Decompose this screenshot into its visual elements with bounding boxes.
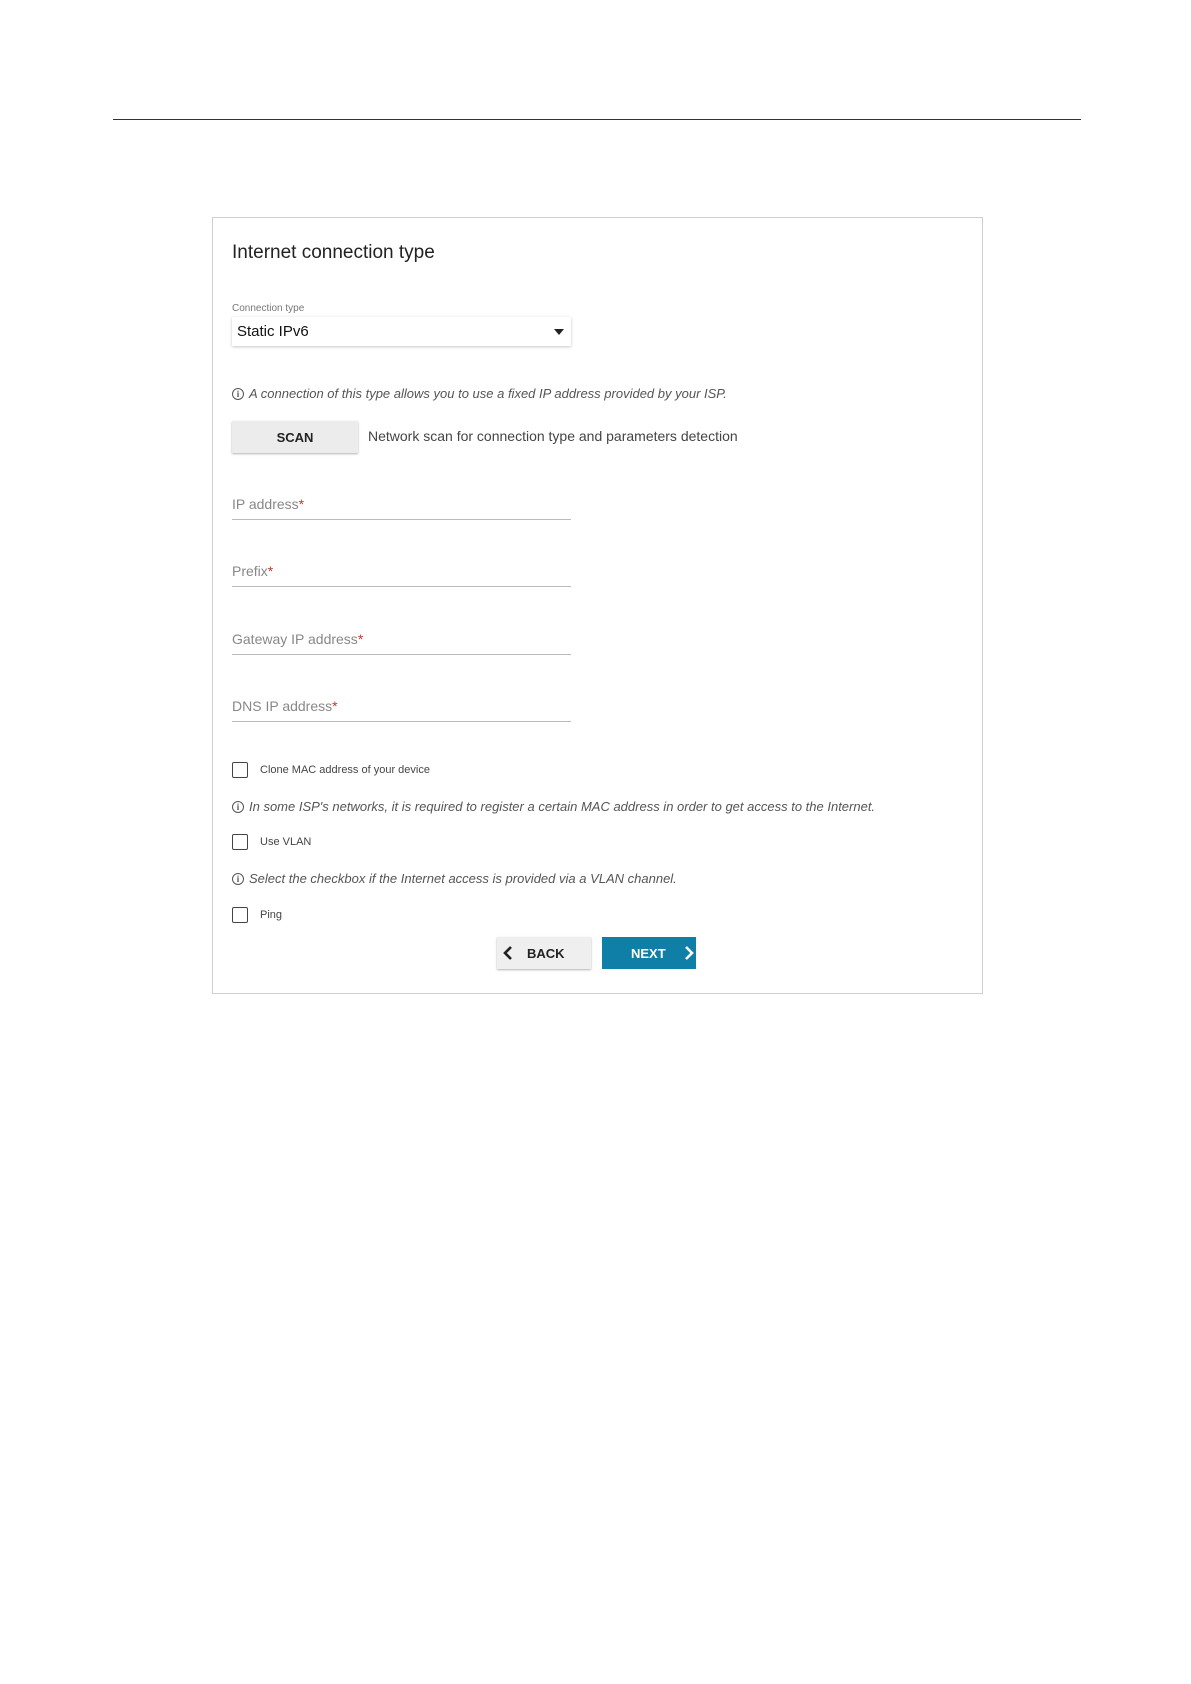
vlan-hint-text: Select the checkbox if the Internet access is provided via a VLAN channel. bbox=[249, 871, 677, 886]
clone-mac-label: Clone MAC address of your device bbox=[260, 764, 430, 776]
clone-mac-checkbox[interactable] bbox=[232, 762, 248, 778]
scan-button[interactable]: SCAN bbox=[232, 421, 358, 453]
ip-address-field[interactable] bbox=[232, 494, 571, 520]
prefix-label: Prefix* bbox=[232, 563, 274, 579]
clone-mac-option[interactable] bbox=[232, 762, 430, 778]
gateway-ip-field[interactable] bbox=[232, 629, 571, 655]
scan-description: Network scan for connection type and parameters detection bbox=[368, 428, 738, 444]
connection-type-label: Connection type bbox=[232, 303, 305, 314]
use-vlan-label: Use VLAN bbox=[260, 836, 312, 848]
required-mark: * bbox=[267, 563, 274, 579]
connection-type-select[interactable] bbox=[232, 317, 571, 346]
connection-type-hint bbox=[232, 386, 727, 401]
info-icon: i bbox=[232, 873, 244, 885]
page-header-rule bbox=[113, 119, 1081, 120]
ping-option[interactable] bbox=[232, 907, 282, 923]
back-button-label: BACK bbox=[527, 945, 565, 961]
gateway-ip-label: Gateway IP address* bbox=[232, 631, 364, 647]
dns-ip-field[interactable] bbox=[232, 696, 571, 722]
required-mark: * bbox=[332, 698, 338, 714]
info-icon: i bbox=[232, 388, 244, 400]
internet-connection-panel bbox=[212, 217, 983, 994]
chevron-right-icon bbox=[683, 944, 696, 962]
clone-mac-hint bbox=[232, 799, 875, 814]
clone-mac-hint-text: In some ISP's networks, it is required to register a certain MAC address in order to get access to the Internet. bbox=[249, 799, 876, 814]
connection-type-hint-text: A connection of this type allows you to use a fixed IP address provided by your ISP. bbox=[249, 386, 727, 401]
connection-type-value: Static IPv6 bbox=[237, 323, 309, 340]
next-button-label: NEXT bbox=[631, 945, 666, 961]
vlan-hint bbox=[232, 871, 677, 886]
prefix-field[interactable] bbox=[232, 561, 571, 587]
chevron-left-icon bbox=[501, 944, 515, 962]
use-vlan-option[interactable] bbox=[232, 834, 311, 850]
back-button[interactable] bbox=[497, 937, 591, 969]
dns-ip-label: DNS IP address* bbox=[232, 698, 338, 714]
info-icon: i bbox=[232, 801, 244, 813]
ping-label: Ping bbox=[260, 909, 283, 921]
caret-down-icon bbox=[554, 329, 564, 335]
panel-title: Internet connection type bbox=[232, 242, 435, 263]
required-mark: * bbox=[357, 631, 364, 647]
next-button[interactable] bbox=[602, 937, 696, 969]
ip-address-label: IP address* bbox=[232, 496, 305, 512]
use-vlan-checkbox[interactable] bbox=[232, 834, 248, 850]
required-mark: * bbox=[298, 496, 305, 512]
ping-checkbox[interactable] bbox=[232, 907, 248, 923]
